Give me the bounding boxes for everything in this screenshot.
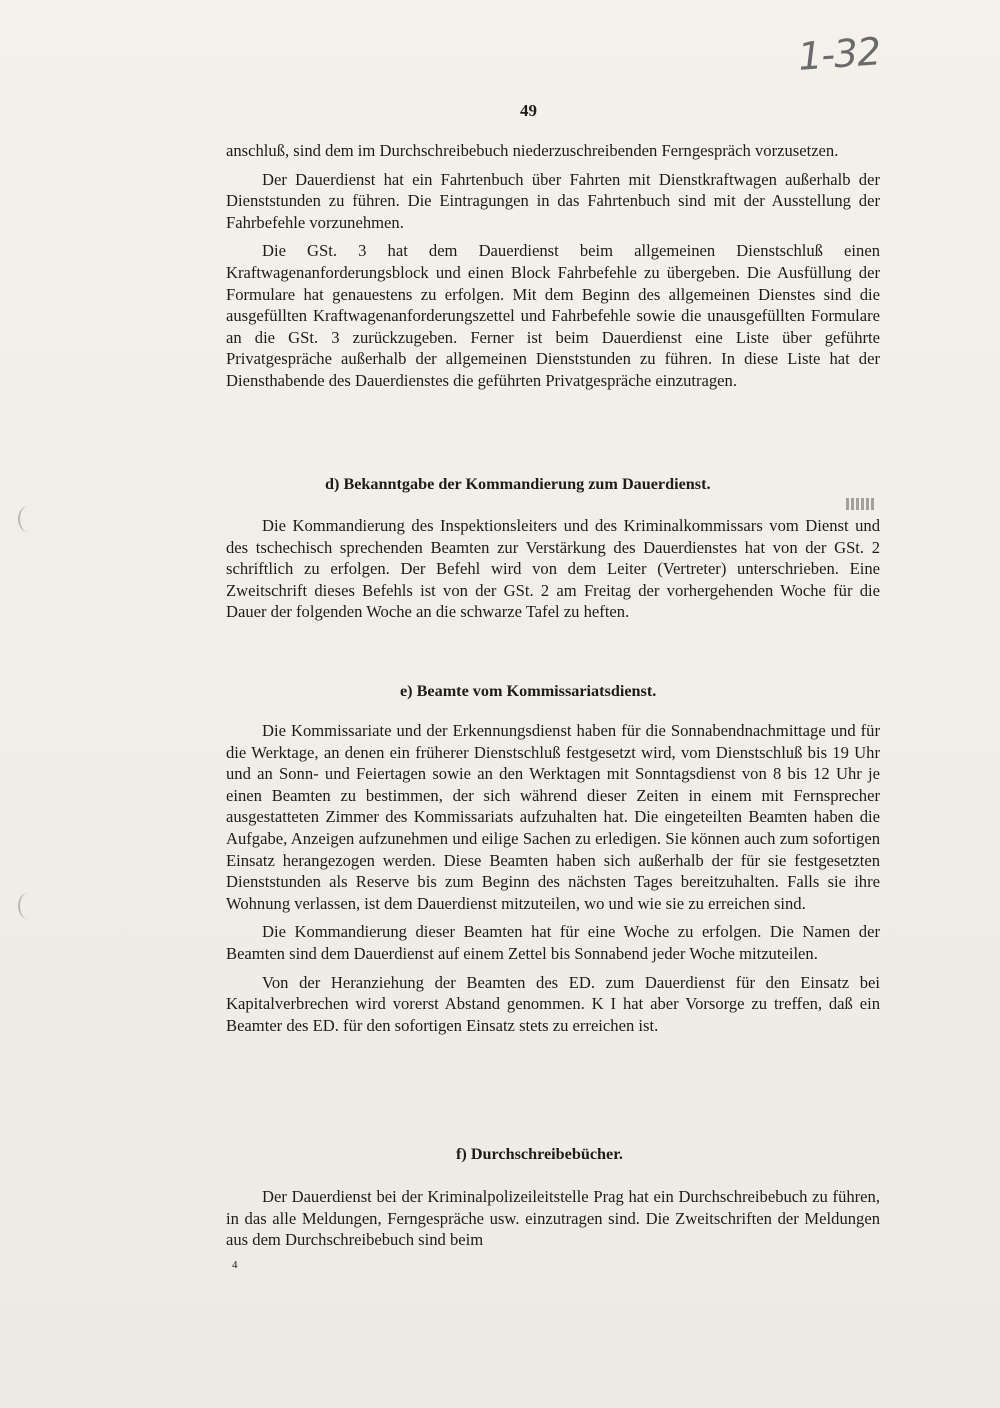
binder-hole-mark: [18, 506, 38, 532]
paragraph: Von der Heranziehung der Beamten des ED. zum Dauerdienst für den Einsatz bei Kapitalverbrechen wird vorerst Abstand genommen. K I hat aber Vorsorge zu treffen, daß ein Beamter des ED. für den sofortigen Einsatz stets zu erreichen ist.: [226, 972, 880, 1035]
signature-mark: 4: [232, 1259, 238, 1271]
paragraph: Die GSt. 3 hat dem Dauerdienst beim allgemeinen Dienstschluß einen Kraftwagenanforderungsblock und einen Block Fahrbefehle zu übergeben. Die Ausfüllung der Formulare hat genauestens zu erfolgen. Mit dem Beginn des allgemeinen Dienstes sind die ausgefüllten Kraftwagenanforderungszettel und Fahrbefehle sowie die unausgefüllten Formulare an die GSt. 3 zurückzugeben. Ferner ist beim Dauerdienst eine Liste über geführte Privatgespräche außerhalb der allgemeinen Dienststunden zu führen. In diese Liste hat der Diensthabende des Dauerdienstes die geführten Privatgespräche einzutragen.: [226, 241, 880, 390]
paragraph: Die Kommissariate und der Erkennungsdienst haben für die Sonnabendnachmittage und für die Werktage, an denen ein früherer Dienstschluß festgesetzt wird, vom Dienstschluß bis 19 Uhr und an Sonn- und Feiertagen sowie an den Werktagen mit Sonntagsdienst von 8 bis 12 Uhr je einen Beamten zu bestimmen, der sich während dieser Zeiten in einem mit Fernsprecher ausgestatteten Zimmer des Kommissariats aufzuhalten hat. Die eingeteilten Beamten haben die Aufgabe, Anzeigen aufzunehmen und eilige Sachen zu erledigen. Sie können auch zum sofortigen Einsatz herangezogen werden. Diese Beamten haben sich außerhalb der für sie festgesetzten Dienststunden als Reserve bis zum Beginn des nächsten Tages bereitzuhalten. Falls sie ihre Wohnung verlassen, ist dem Dauerdienst mitzuteilen, wo und wie sie zu erreichen sind.: [226, 721, 880, 913]
section-heading-d: d) Bekanntgabe der Kommandierung zum Dauerdienst.: [325, 475, 711, 493]
section-e: [226, 720, 880, 1043]
section-intro: [226, 140, 880, 399]
paragraph: anschluß, sind dem im Durchschreibebuch niederzuschreibenden Ferngespräch vorzusetzen.: [226, 141, 839, 160]
section-heading-e: e) Beamte vom Kommissariatsdienst.: [400, 682, 657, 700]
paragraph: Der Dauerdienst bei der Kriminalpolizeileitstelle Prag hat ein Durchschreibebuch zu führen, in das alle Meldungen, Ferngespräche usw. einzutragen sind. Die Zweitschriften der Meldungen aus dem Durchschreibebuch sind beim: [226, 1187, 880, 1250]
ink-smudge: [846, 498, 876, 510]
paragraph: Die Kommandierung dieser Beamten hat für eine Woche zu erfolgen. Die Namen der Beamten sind dem Dauerdienst auf einem Zettel bis Sonnabend jeder Woche mitzuteilen.: [226, 922, 880, 963]
binder-hole-mark: [18, 893, 38, 919]
section-f: [226, 1186, 880, 1258]
paragraph: Der Dauerdienst hat ein Fahrtenbuch über Fahrten mit Dienstkraftwagen außerhalb der Dienststunden zu führen. Die Eintragungen in das Fahrtenbuch sind mit der Ausstellung der Fahrbefehle vorzunehmen.: [226, 169, 880, 232]
section-d: [226, 515, 880, 630]
paragraph: Die Kommandierung des Inspektionsleiters und des Kriminalkommissars vom Dienst und des tschechisch sprechenden Beamten zur Verstärkung des Dauerdienstes hat von der GSt. 2 schriftlich zu erfolgen. Der Befehl wird von dem Leiter (Vertreter) unterschrieben. Eine Zweitschrift dieses Befehls ist von der GSt. 2 am Freitag der vorhergehenden Woche für die Dauer der folgenden Woche an die schwarze Tafel zu heften.: [226, 516, 880, 622]
page-number: 49: [520, 101, 537, 120]
handwritten-reference: 1-32: [796, 29, 882, 79]
section-heading-f: f) Durchschreibebücher.: [456, 1145, 623, 1163]
